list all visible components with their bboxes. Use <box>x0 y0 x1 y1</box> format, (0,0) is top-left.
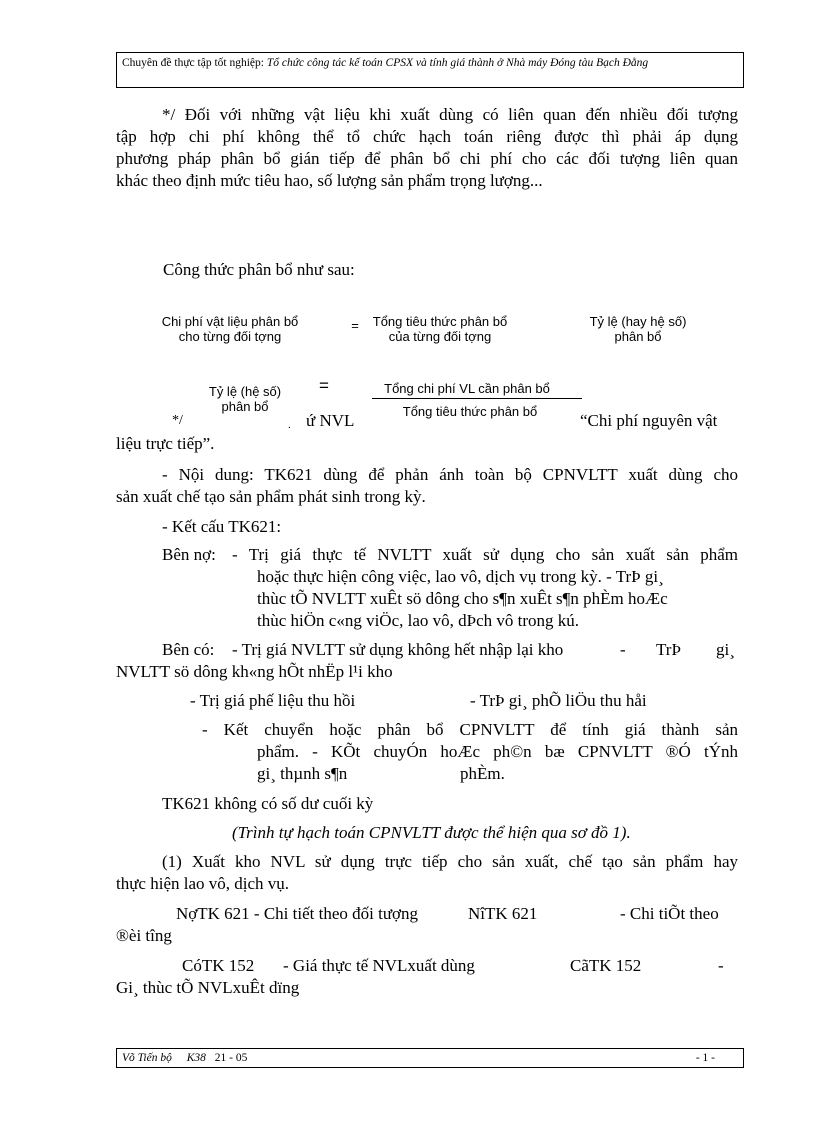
content-line1: - Nội dung: TK621 dùng để phản ánh toàn bộ CPNVLTT xuất dùng cho <box>162 465 738 484</box>
content-line2: sản xuất chế tạo sản phẩm phát sinh trong kỳ. <box>116 487 426 506</box>
page-number: - 1 - <box>695 1052 715 1064</box>
credit-line3b: - TrÞ gi¸ phÕ liÖu thu håi <box>470 691 647 710</box>
entry-debit-c: - Chi tiÕt theo <box>620 904 719 923</box>
entry-credit-e: Gi¸ thùc tÕ NVLxuÊt dïng <box>116 978 300 997</box>
credit-line6b: phÈm. <box>460 764 505 783</box>
footer-class: K38 <box>186 1052 206 1064</box>
footer-code: 21 - 05 <box>214 1052 248 1064</box>
formula2-equals: = <box>319 376 329 395</box>
credit-line1b: - <box>620 640 626 659</box>
credit-line4: - Kết chuyển hoặc phân bổ CPNVLTT để tính giá thành sản <box>202 720 738 739</box>
formula-intro: Công thức phân bổ như sau: <box>163 260 355 279</box>
para1-line3: phương pháp phân bổ gián tiếp để phân bổ chi phí cho các đối tượng liên quan <box>116 149 738 168</box>
formula1-lhs-line1: Chi phí vật liệu phân bổ <box>161 314 299 329</box>
step1-line2: thực hiện lao vô, dịch vụ. <box>116 874 290 893</box>
debit-line4: thùc hiÖn c«ng viÖc, lao vô, dÞch vô trong kú. <box>257 611 580 630</box>
header-title: Tổ chức công tác kế toán CPSX và tính giá thành ở Nhà máy Đóng tàu Bạch Đằng <box>266 57 649 69</box>
formula2-lhs-line1: Tỷ lệ (hệ số) <box>208 384 282 399</box>
debit-line3: thùc tÕ NVLTT xuÊt sö dông cho s¶n xuÊt s¶n phÈm hoÆc <box>257 589 668 608</box>
entry-debit-b: NîTK 621 <box>468 904 538 923</box>
footer-author: Võ Tiến bộ <box>122 1052 172 1064</box>
credit-line1c: TrÞ <box>656 640 681 659</box>
formula2-lhs <box>200 384 290 414</box>
credit-label: Bên có: <box>162 640 215 659</box>
account-line-cont: liệu trực tiếp”. <box>116 434 215 453</box>
formula1-rhs-line2: phân bổ <box>614 329 662 344</box>
diagram-note: (Trình tự hạch toán CPNVLTT được thể hiện qua sơ đồ 1). <box>232 823 631 842</box>
credit-line5: phẩm. - KÕt chuyÓn hoÆc ph©n bæ CPNVLTT ®Ó tÝnh <box>257 742 738 761</box>
credit-line1d: gi¸ <box>716 640 735 659</box>
para1-line2: tập hợp chi phí không thể tổ chức hạch toán riêng được thì phải áp dụng <box>116 127 738 146</box>
entry-credit-a: CóTK 152 <box>182 956 255 975</box>
credit-line6a: gi¸ thµnh s¶n <box>257 764 348 783</box>
formula1-lhs <box>155 314 305 344</box>
structure-heading: - Kết cấu TK621: <box>162 517 282 536</box>
entry-credit-c: CãTK 152 <box>570 956 642 975</box>
formula1-rhs <box>578 314 698 344</box>
account-line-dot: . <box>288 419 291 431</box>
no-balance-note: TK621 không có số dư cuối kỳ <box>162 794 374 813</box>
formula1-mid-line1: Tổng tiêu thức phân bổ <box>372 314 508 329</box>
formula1-mid-line2: của từng đối tợng <box>388 329 492 344</box>
credit-line3a: - Trị giá phế liệu thu hồi <box>190 691 356 710</box>
page-footer <box>116 1048 744 1068</box>
step1-line1: (1) Xuất kho NVL sử dụng trực tiếp cho sản xuất, chế tạo sản phẩm hay <box>162 852 738 871</box>
account-line-mid: ứ NVL <box>306 411 355 430</box>
formula1-rhs-line1: Tỷ lệ (hay hệ số) <box>589 314 687 329</box>
para1-line1: */ Đối với những vật liệu khi xuất dùng có liên quan đến nhiều đối tượng <box>162 105 738 124</box>
formula2-denominator: Tổng tiêu thức phân bổ <box>402 404 538 419</box>
formula2-numerator: Tổng chi phí VL cần phân bổ <box>384 381 550 396</box>
debit-label: Bên nợ: <box>162 545 216 564</box>
para1-line4: khác theo định mức tiêu hao, số lượng sản phẩm trọng lượng... <box>116 171 543 190</box>
entry-debit-d: ®èi tîng <box>116 926 172 945</box>
account-line-start: */ <box>172 413 183 428</box>
account-line-end: “Chi phí nguyên vật <box>580 411 718 430</box>
header-prefix: Chuyên đề thực tập tốt nghiệp: <box>122 57 264 69</box>
formula1-lhs-line2: cho từng đối tợng <box>178 329 282 344</box>
entry-credit-b: - Giá thực tế NVLxuất dùng <box>283 956 475 975</box>
formula1-equals: = <box>351 318 359 333</box>
entry-debit-a: NợTK 621 - Chi tiết theo đối tượng <box>176 904 419 923</box>
formula2-lhs-line2: phân bổ <box>221 399 269 414</box>
entry-credit-d: - <box>718 956 724 975</box>
credit-line2: NVLTT sö dông kh«ng hÕt nhËp l¹i kho <box>116 662 393 681</box>
fraction-bar <box>372 398 582 399</box>
debit-line1: - Trị giá thực tế NVLTT xuất sử dụng cho sản xuất sản phẩm <box>232 545 738 564</box>
debit-line2: hoặc thực hiện công việc, lao vô, dịch vụ trong kỳ. - TrÞ gi¸ <box>257 567 664 586</box>
page-header <box>116 52 744 88</box>
formula1-mid <box>365 314 515 344</box>
credit-line1: - Trị giá NVLTT sử dụng không hết nhập lại kho <box>232 640 564 659</box>
